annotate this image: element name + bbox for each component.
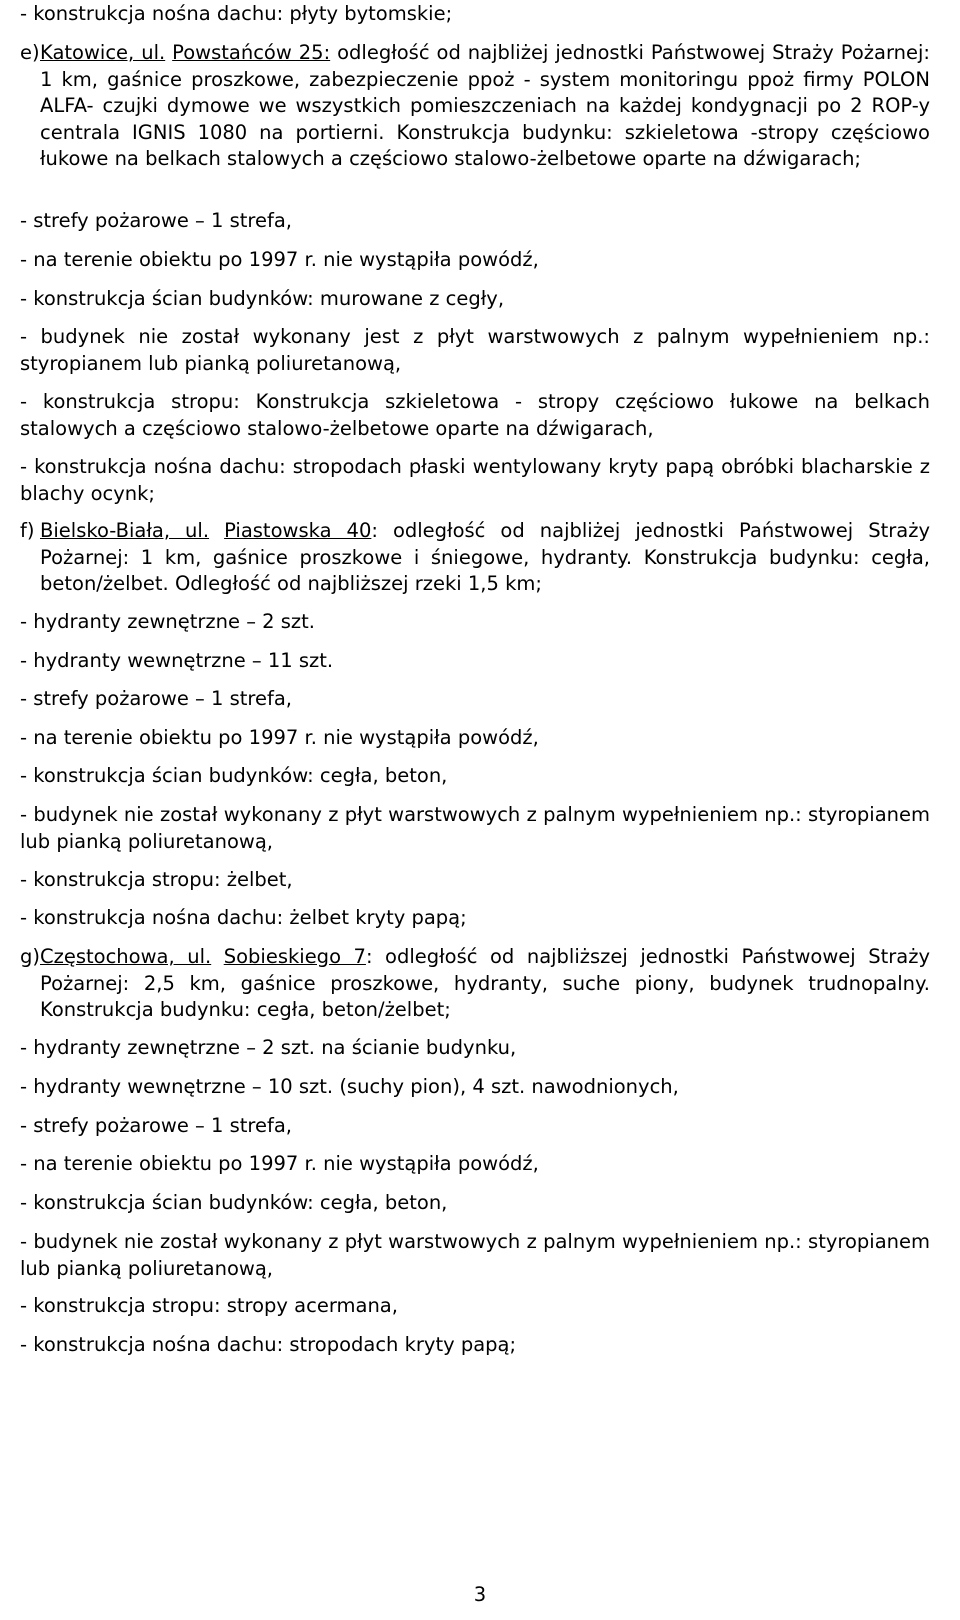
section-label: e) [20,41,40,64]
place-name: Częstochowa, ul. [40,945,212,968]
list-item: - na terenie obiektu po 1997 r. nie wystąpiła powódź, [20,248,539,271]
list-item: - hydranty zewnętrzne – 2 szt. [20,610,316,633]
list-item: - budynek nie został wykonany jest z płyt warstwowych z palnym wypełnieniem np.: styropianem lub pianką poliuretanową, [20,325,930,375]
list-item: - konstrukcja ścian budynków: cegła, beton, [20,1191,448,1214]
list-item: - strefy pożarowe – 1 strefa, [20,1114,293,1137]
street-name: Powstańców 25: [172,41,331,64]
list-item: - konstrukcja nośna dachu: stropodach kryty papą; [20,1333,517,1356]
list-item: - konstrukcja ścian budynków: murowane z cegły, [20,287,505,310]
section-body [40,518,930,598]
list-item: - budynek nie został wykonany z płyt warstwowych z palnym wypełnieniem np.: styropianem lub pianką poliuretanową, [20,1230,930,1280]
place-name: Katowice, ul. [40,41,166,64]
section-e [20,40,930,173]
list-item: - strefy pożarowe – 1 strefa, [20,687,293,710]
list-item: - konstrukcja stropu: żelbet, [20,868,293,891]
place-name: Bielsko-Biała, ul. [40,519,210,542]
list-item: - budynek nie został wykonany z płyt warstwowych z palnym wypełnieniem np.: styropianem lub pianką poliuretanową, [20,803,930,853]
section-body [40,40,930,173]
section-f [20,518,930,598]
list-item: - hydranty zewnętrzne – 2 szt. na ścianie budynku, [20,1036,517,1059]
section-body [40,944,930,1024]
list-item: - konstrukcja nośna dachu: stropodach płaski wentylowany kryty papą obróbki blacharskie z blachy ocynk; [20,455,930,505]
street-name: Sobieskiego 7 [223,945,366,968]
section-label: f) [20,519,35,542]
street-name: Piastowska 40 [224,519,372,542]
list-item: - strefy pożarowe – 1 strefa, [20,209,293,232]
list-item: - konstrukcja nośna dachu: żelbet kryty papą; [20,906,467,929]
section-label: g) [20,945,40,968]
section-g [20,944,930,1024]
top-line: - konstrukcja nośna dachu: płyty bytomskie; [20,2,453,25]
list-item: - na terenie obiektu po 1997 r. nie wystąpiła powódź, [20,1152,539,1175]
list-item: - konstrukcja stropu: Konstrukcja szkieletowa - stropy częściowo łukowe na belkach stalowych a częściowo stalowo-żelbetowe oparte na dźwigarach, [20,390,930,440]
list-item: - na terenie obiektu po 1997 r. nie wystąpiła powódź, [20,726,539,749]
section-text: : odległość od najbliższej jednostki Państwowej Straży Pożarnej: 2,5 km, gaśnice proszkowe, hydranty, suche piony, budynek trudnopalny. Konstrukcja budynku: cegła, beton/żelbet; [40,945,930,1021]
section-text: odległość od najbliżej jednostki Państwowej Straży Pożarnej: 1 km, gaśnice proszkowe, zabezpieczenie ppoż - system monitoringu ppoż firmy POLON ALFA- czujki dymowe we wszystkich pomieszczeniach na każdej kondygnacji po 2 ROP-y centrala IGNIS 1080 na portierni. Konstrukcja budynku: szkieletowa -stropy częściowo łukowe na belkach stalowych a częściowo stalowo-żelbetowe oparte na dźwigarach; [40,41,930,170]
list-item: - konstrukcja ścian budynków: cegła, beton, [20,764,448,787]
page-number: 3 [473,1583,487,1606]
list-item: - konstrukcja stropu: stropy acermana, [20,1294,398,1317]
list-item: - hydranty wewnętrzne – 10 szt. (suchy pion), 4 szt. nawodnionych, [20,1075,679,1098]
section-text: : odległość od najbliżej jednostki Państwowej Straży Pożarnej: 1 km, gaśnice proszkowe i śniegowe, hydranty. Konstrukcja budynku: cegła, beton/żelbet. Odległość od najbliższej rzeki 1,5 km; [40,519,931,595]
list-item: - hydranty wewnętrzne – 11 szt. [20,649,334,672]
